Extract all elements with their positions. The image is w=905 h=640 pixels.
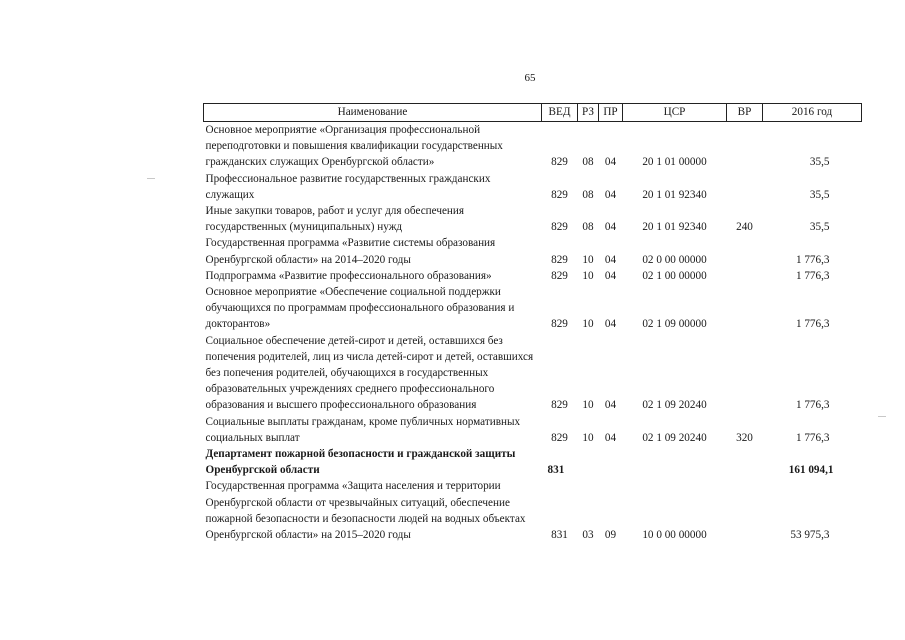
row-amount: 1 776,3 — [795, 431, 830, 444]
budget-table — [203, 103, 862, 543]
row-amount: 1 776,3 — [795, 253, 830, 266]
row-ved: 829 — [551, 431, 568, 444]
row-pr: 04 — [604, 156, 617, 169]
row-csr: 02 1 00 00000 — [642, 269, 707, 282]
row-name: Основное мероприятие «Организация профессиональной переподготовки и повышения квалификации государственных гражданских служащих Оренбургской области» — [205, 124, 503, 169]
row-csr: 02 1 09 00000 — [642, 318, 707, 331]
row-name: Департамент пожарной безопасности и гражданской защиты Оренбургской области — [205, 448, 516, 477]
row-vr — [727, 122, 763, 171]
row-csr: 02 1 09 20240 — [642, 399, 707, 412]
row-name: Социальное обеспечение детей-сирот и детей, оставшихся без попечения родителей, лиц из числа детей-сирот и детей, оставшихся без попечения родителей, обучающихся в государственных образовательных учреждениях среднего профессионального образования и высшего профессионального образования — [205, 334, 534, 412]
row-ved: 829 — [551, 318, 568, 331]
row-vr — [727, 235, 763, 267]
table-row — [204, 414, 862, 446]
table-row — [204, 235, 862, 267]
row-amount: 161 094,1 — [788, 464, 834, 477]
row-csr — [623, 446, 727, 478]
row-csr: 02 1 09 20240 — [642, 431, 707, 444]
row-name: Социальные выплаты гражданам, кроме публичных нормативных социальных выплат — [205, 415, 521, 444]
row-pr: 04 — [604, 318, 617, 331]
row-amount: 1 776,3 — [795, 318, 830, 331]
table-row — [204, 478, 862, 543]
row-ved: 829 — [551, 188, 568, 201]
row-rz: 08 — [582, 221, 594, 234]
row-rz: 08 — [582, 156, 594, 169]
row-vr — [727, 171, 763, 203]
row-vr: 240 — [736, 221, 753, 234]
row-ved: 831 — [551, 529, 568, 542]
row-amount: 35,5 — [809, 221, 830, 234]
row-pr: 04 — [604, 253, 617, 266]
header-rz: РЗ — [578, 104, 599, 122]
row-rz: 10 — [582, 269, 594, 282]
row-pr: 04 — [604, 399, 617, 412]
row-vr — [727, 446, 763, 478]
row-csr: 20 1 01 92340 — [642, 188, 707, 201]
row-name: Профессиональное развитие государственных гражданских служащих — [205, 172, 491, 201]
row-name: Государственная программа «Защита населения и территории Оренбургской области от чрезвычайных ситуаций, обеспечение пожарной безопасности и безопасности людей на водных объектах Оренбургской области» на 2015–2020 годы — [205, 480, 526, 542]
table-row — [204, 122, 862, 171]
row-csr: 10 0 00 00000 — [642, 529, 707, 542]
table-row — [204, 333, 862, 414]
row-name: Государственная программа «Развитие системы образования Оренбургской области» на 2014–2020 годы — [205, 237, 496, 266]
header-pr: ПР — [599, 104, 623, 122]
row-ved: 829 — [551, 253, 568, 266]
table-row — [204, 284, 862, 333]
row-csr: 02 0 00 00000 — [642, 253, 707, 266]
table-row — [204, 268, 862, 284]
page-number: 65 — [524, 72, 536, 84]
row-rz: 10 — [582, 253, 594, 266]
row-name: Иные закупки товаров, работ и услуг для обеспечения государственных (муниципальных) нужд — [205, 205, 465, 234]
scan-mark-right — [878, 416, 886, 417]
row-pr: 04 — [604, 431, 617, 444]
table-header-row — [204, 104, 862, 122]
row-csr: 20 1 01 92340 — [642, 221, 707, 234]
row-ved: 829 — [551, 221, 568, 234]
row-amount: 1 776,3 — [795, 399, 830, 412]
row-rz: 10 — [582, 399, 594, 412]
header-year: 2016 год — [763, 104, 862, 122]
row-pr: 09 — [604, 529, 617, 542]
row-name: Основное мероприятие «Обеспечение социальной поддержки обучающихся по программам профессионального образования и докторантов» — [205, 286, 515, 331]
header-name: Наименование — [204, 104, 542, 122]
row-pr: 04 — [604, 269, 617, 282]
row-amount: 35,5 — [809, 188, 830, 201]
row-vr — [727, 478, 763, 543]
row-vr — [727, 268, 763, 284]
row-pr: 04 — [604, 188, 617, 201]
row-vr — [727, 333, 763, 414]
row-pr — [599, 446, 623, 478]
row-ved: 829 — [551, 156, 568, 169]
table-row — [204, 203, 862, 235]
row-rz: 03 — [582, 529, 594, 542]
row-vr — [727, 284, 763, 333]
row-amount: 1 776,3 — [795, 269, 830, 282]
row-rz — [578, 446, 599, 478]
row-ved: 831 — [547, 464, 565, 477]
header-vr: ВР — [727, 104, 763, 122]
table-row-department — [204, 446, 862, 478]
row-rz: 08 — [582, 188, 594, 201]
row-amount: 35,5 — [809, 156, 830, 169]
row-csr: 20 1 01 00000 — [642, 156, 707, 169]
row-amount: 53 975,3 — [790, 529, 830, 542]
scan-mark-left — [147, 178, 155, 179]
row-rz: 10 — [582, 431, 594, 444]
row-rz: 10 — [582, 318, 594, 331]
row-name: Подпрограмма «Развитие профессионального образования» — [205, 269, 492, 282]
row-ved: 829 — [551, 269, 568, 282]
header-csr: ЦСР — [623, 104, 727, 122]
row-pr: 04 — [604, 221, 617, 234]
row-ved: 829 — [551, 399, 568, 412]
table-row — [204, 171, 862, 203]
header-ved: ВЕД — [542, 104, 578, 122]
row-vr: 320 — [736, 431, 753, 444]
